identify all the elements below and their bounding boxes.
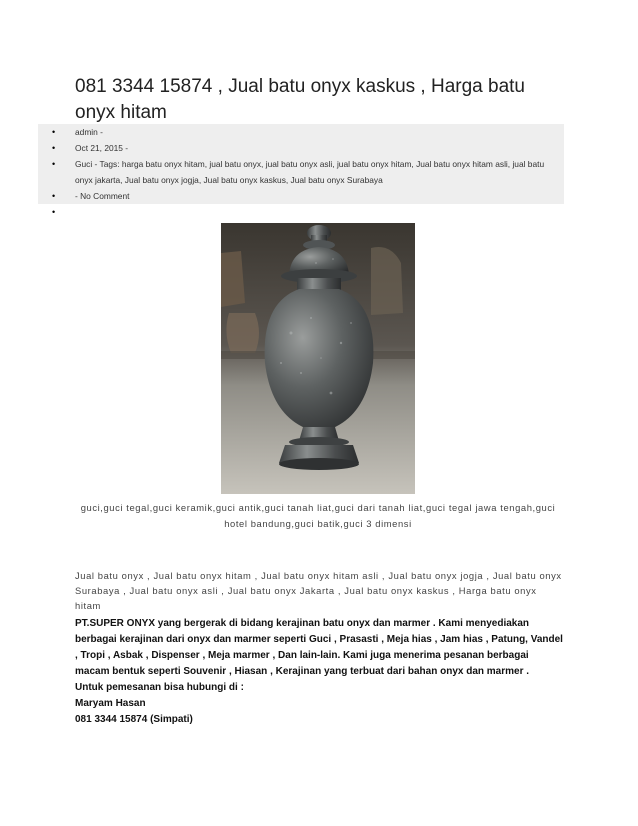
post-meta-list [38,124,564,217]
bullet-icon: • [52,207,56,217]
contact-phone: 081 3344 15874 (Simpati) [75,714,193,725]
contact-name: Maryam Hasan [75,698,146,709]
tags-text[interactable]: Guci - Tags: harga batu onyx hitam, jual batu onyx, jual batu onyx asli, jual batu onyx hitam, Jual batu onyx hitam asli, jual batu onyx jakarta, Jual batu onyx jogja, Jual batu onyx kaskus, Jual batu onyx Surabaya [75,159,545,185]
keyword-paragraph: Jual batu onyx , Jual batu onyx hitam , Jual batu onyx hitam asli , Jual batu onyx jogja , Jual batu onyx Surabaya , Jual batu onyx asli , Jual batu onyx Jakarta , Jual batu onyx kaskus , Harga batu onyx hitam [75,570,562,611]
meta-author [38,124,564,140]
bullet-icon: • [52,127,56,137]
bullet-icon: • [52,159,56,169]
meta-tags [38,156,564,188]
onyx-jar-photo [221,223,415,494]
image-caption: guci,guci tegal,guci keramik,guci antik,guci tanah liat,guci dari tanah liat,guci tegal jawa tengah,guci hotel bandung,guci batik,guci 3 dimensi [80,502,556,529]
page-title: 081 3344 15874 , Jual batu onyx kaskus , Harga batu onyx hitam [75,76,525,123]
contact-label: Untuk pemesanan bisa hubungi di : [75,682,244,693]
meta-date [38,140,564,156]
meta-comments [38,188,564,204]
comments-link[interactable]: - No Comment [75,191,130,201]
bullet-icon: • [52,191,56,201]
company-info [75,616,565,728]
post-date: Oct 21, 2015 - [75,143,129,153]
company-description: PT.SUPER ONYX yang bergerak di bidang kerajinan batu onyx dan marmer . Kami menyediakan berbagai kerajinan dari onyx dan marmer seperti Guci , Prasasti , Meja hias , Jam hias , Patung, Vandel , Tropi , Asbak , Dispenser , Meja marmer , Dan lain-lain. Kami juga menerima pesanan berbagai macam bentuk seperti Souvenir , Hiasan , Kerajinan yang terbuat dari bahan onyx dan marmer . [75,618,563,677]
author-link[interactable]: admin - [75,127,103,137]
bullet-icon: • [52,143,56,153]
